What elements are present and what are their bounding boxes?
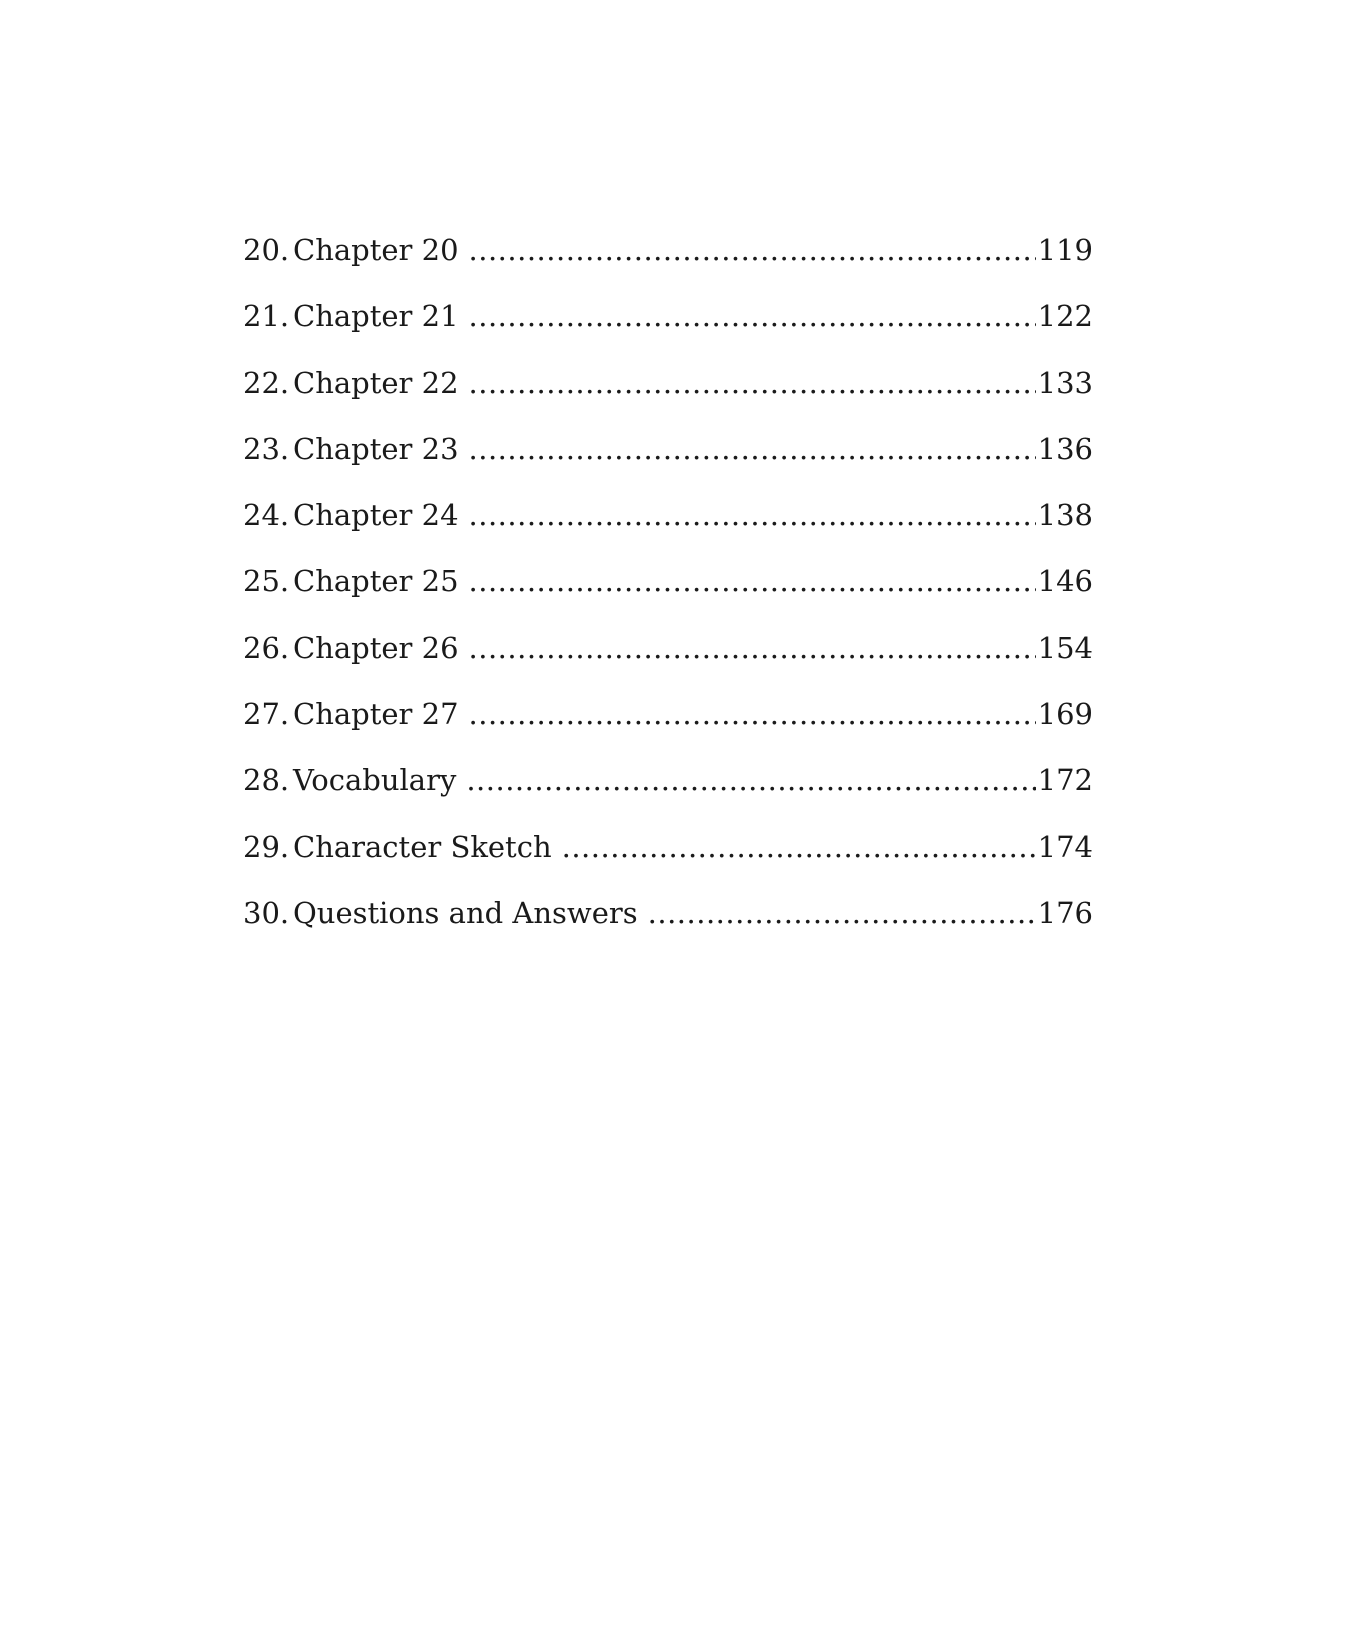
dot-leader: [469, 431, 1036, 467]
entry-page-number: 119: [1037, 233, 1093, 267]
toc-entry[interactable]: [243, 232, 1093, 298]
entry-number: 23.: [243, 431, 290, 466]
entry-title: Character Sketch: [293, 829, 552, 864]
entry-number: 28.: [243, 763, 290, 798]
dot-leader: [469, 696, 1036, 732]
entry-page-number: 169: [1037, 697, 1093, 732]
dot-leader: [469, 630, 1036, 666]
entry-title: Chapter 25: [293, 564, 459, 599]
entry-number: 30.: [243, 895, 290, 930]
entry-number: 21.: [243, 299, 290, 334]
entry-page-number: 146: [1037, 564, 1093, 599]
entry-title: Vocabulary: [293, 763, 457, 798]
toc-entry[interactable]: [243, 762, 1093, 828]
entry-title: Questions and Answers: [293, 895, 638, 930]
toc-entry[interactable]: [243, 696, 1093, 762]
toc-entry[interactable]: [243, 365, 1093, 431]
toc-entry[interactable]: [243, 563, 1093, 629]
toc-entry[interactable]: [243, 431, 1093, 497]
toc-entry[interactable]: [243, 630, 1093, 696]
table-of-contents: [243, 232, 1093, 961]
entry-page-number: 176: [1037, 895, 1093, 930]
entry-page-number: 122: [1037, 299, 1093, 334]
entry-title: Chapter 24: [293, 498, 459, 533]
entry-title: Chapter 21: [293, 299, 459, 334]
entry-number: 26.: [243, 630, 290, 665]
entry-page-number: 133: [1037, 365, 1093, 400]
entry-number: 22.: [243, 365, 290, 400]
entry-page-number: 174: [1037, 829, 1093, 864]
dot-leader: [469, 232, 1036, 268]
dot-leader: [469, 497, 1036, 533]
dot-leader: [648, 895, 1036, 931]
entry-page-number: 172: [1037, 763, 1093, 798]
entry-title: Chapter 22: [293, 365, 459, 400]
toc-entry[interactable]: [243, 298, 1093, 364]
toc-entry[interactable]: [243, 497, 1093, 563]
dot-leader: [469, 563, 1036, 599]
entry-page-number: 138: [1037, 498, 1093, 533]
entry-title: Chapter 26: [293, 630, 459, 665]
dot-leader: [469, 298, 1036, 334]
toc-entry[interactable]: [243, 829, 1093, 895]
entry-title: Chapter 27: [293, 697, 459, 732]
entry-number: 25.: [243, 564, 290, 599]
entry-page-number: 154: [1037, 630, 1093, 665]
dot-leader: [466, 762, 1035, 798]
entry-number: 27.: [243, 697, 290, 732]
entry-title: Chapter 20: [293, 233, 459, 267]
dot-leader: [562, 829, 1036, 865]
entry-number: 20.: [243, 233, 290, 267]
entry-title: Chapter 23: [293, 431, 459, 466]
entry-number: 29.: [243, 829, 290, 864]
toc-entry[interactable]: [243, 895, 1093, 961]
entry-number: 24.: [243, 498, 290, 533]
entry-page-number: 136: [1037, 431, 1093, 466]
dot-leader: [469, 365, 1036, 401]
